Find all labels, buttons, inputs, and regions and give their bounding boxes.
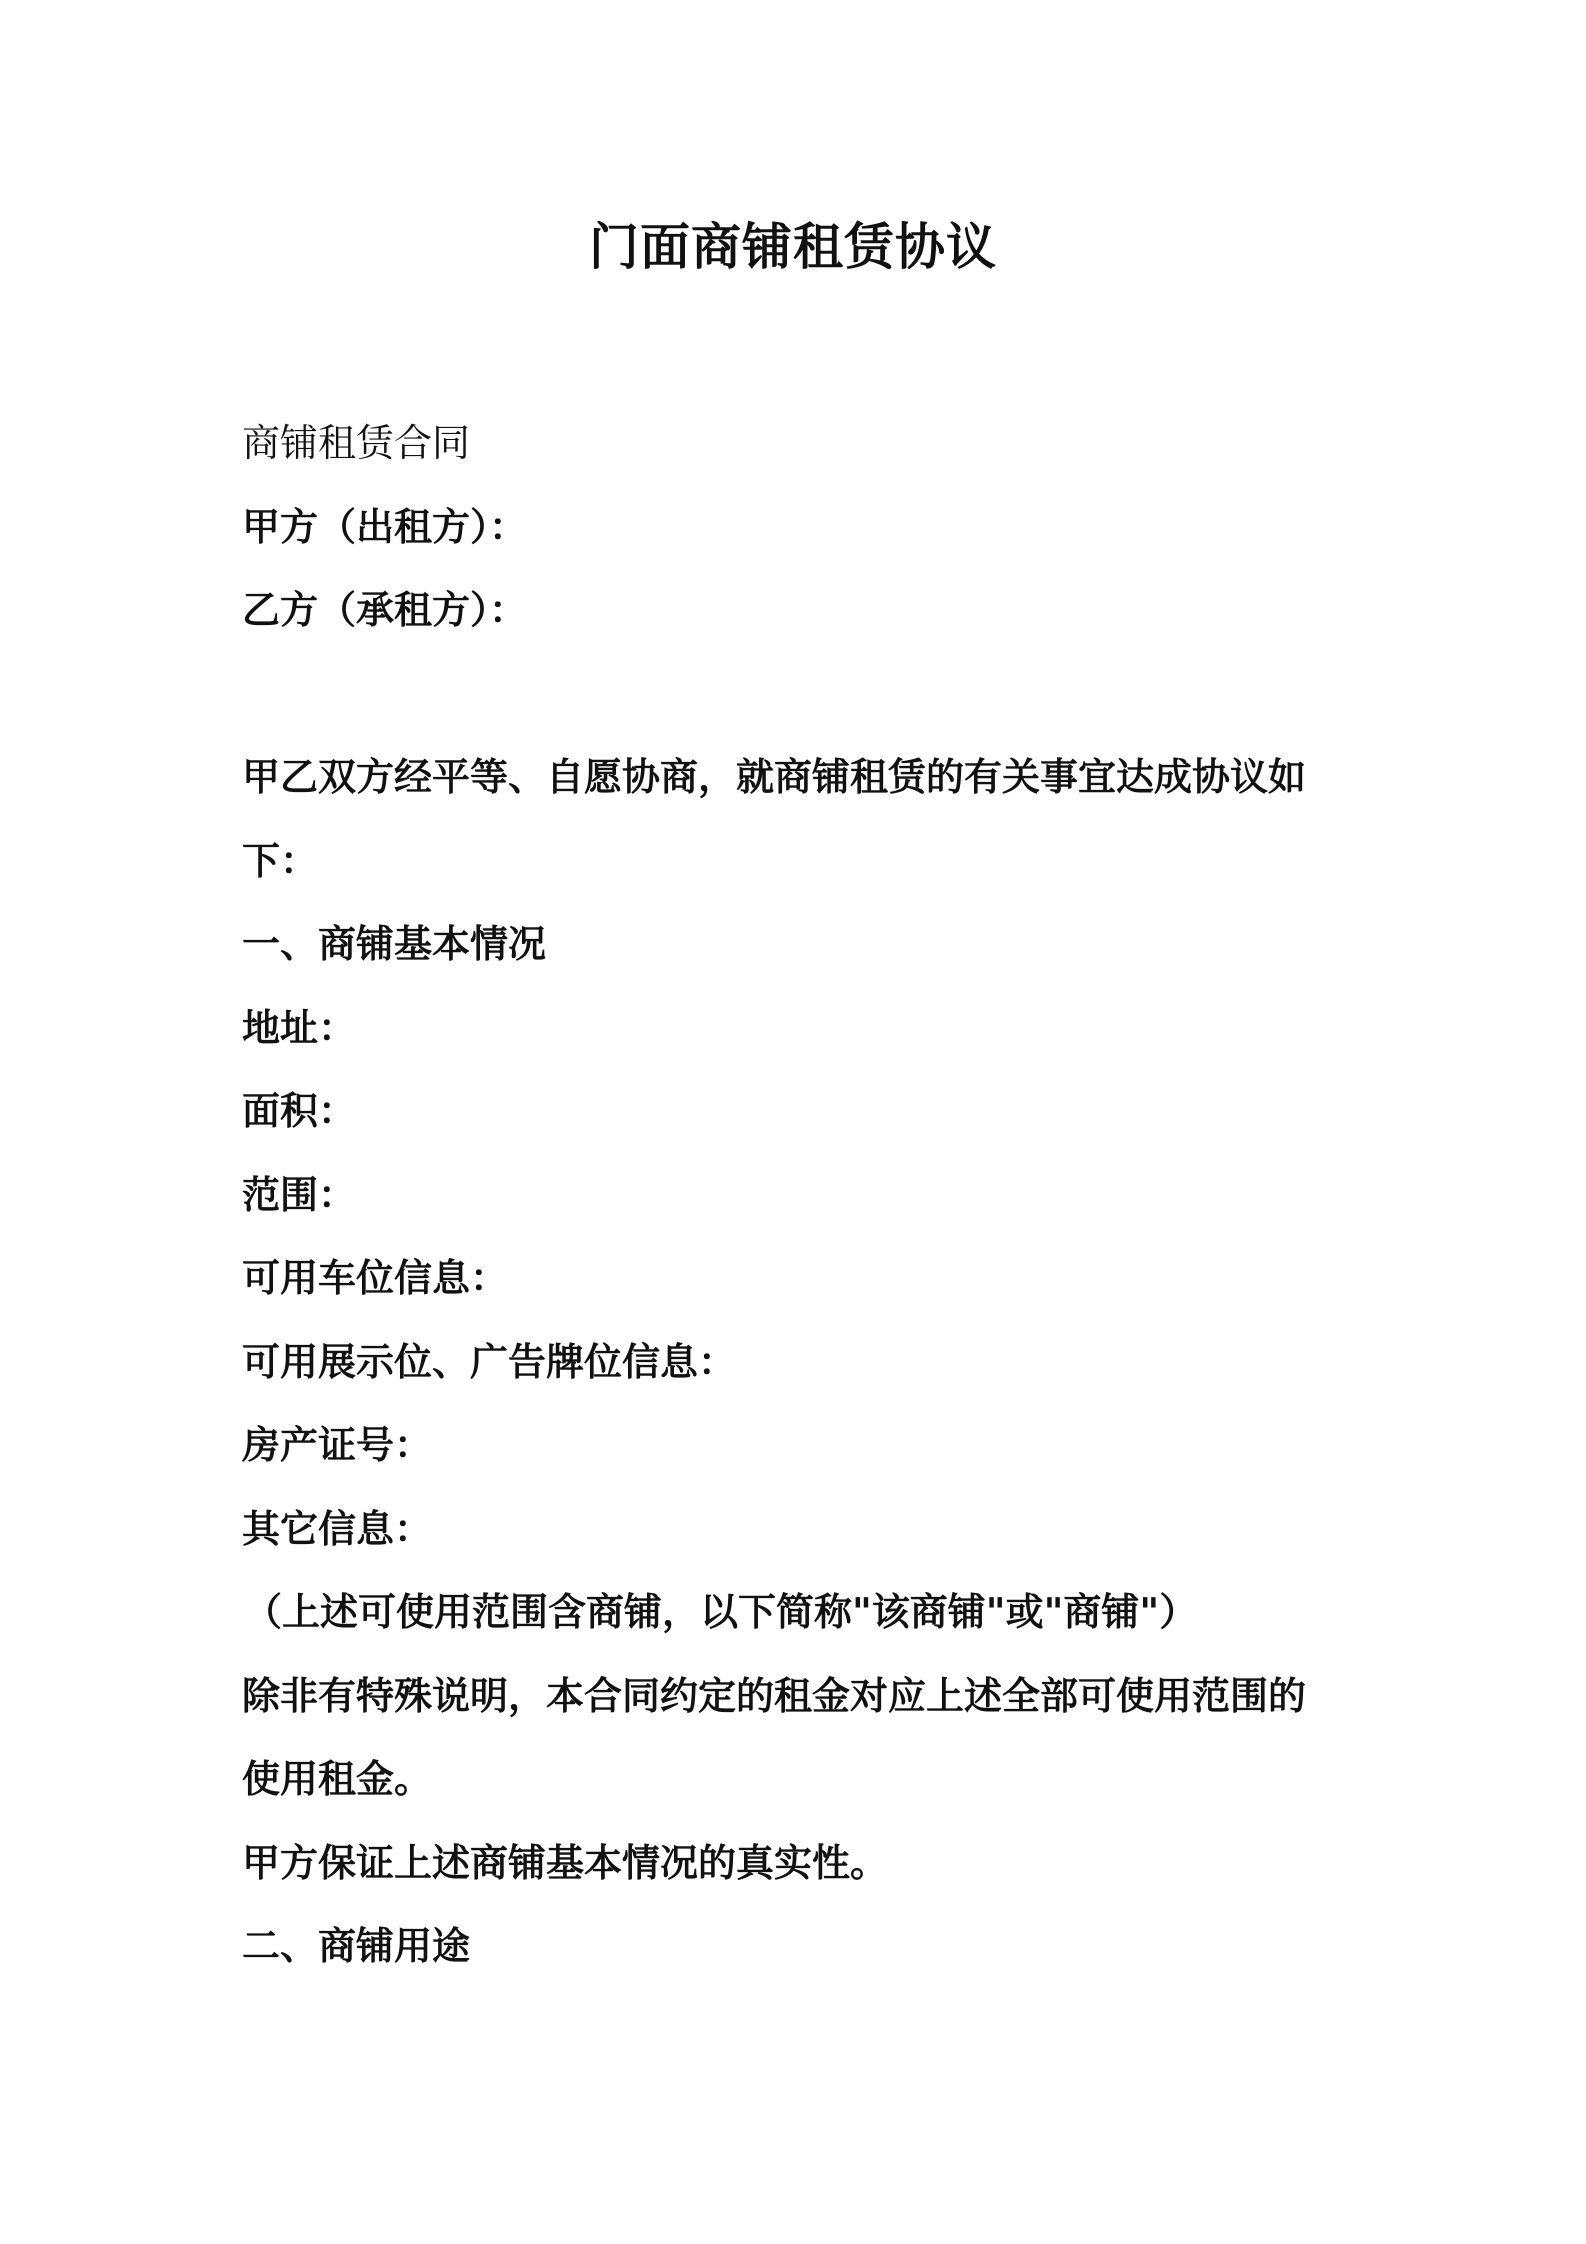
other-info-field: 其它信息： bbox=[242, 1506, 433, 1551]
section-1-heading: 一、商铺基本情况 bbox=[242, 922, 547, 966]
area-field: 面积： bbox=[242, 1089, 357, 1133]
address-field: 地址： bbox=[242, 1005, 357, 1050]
blank-line bbox=[242, 653, 1362, 737]
guarantee-line: 甲方保证上述商铺基本情况的真实性。 bbox=[242, 1840, 889, 1885]
scope-field: 范围： bbox=[242, 1172, 357, 1217]
intro-line-1: 甲乙双方经平等、自愿协商，就商铺租赁的有关事宜达成协议如 bbox=[242, 755, 1307, 799]
intro-line-2: 下： bbox=[242, 838, 319, 883]
scope-note: （上述可使用范围含商铺，以下简称"该商铺"或"商铺"） bbox=[244, 1590, 1198, 1634]
property-cert-field: 房产证号： bbox=[242, 1423, 433, 1467]
display-field: 可用展示位、广告牌位信息： bbox=[242, 1339, 737, 1384]
document-body bbox=[242, 402, 1362, 1989]
rent-clause-line-2: 使用租金。 bbox=[242, 1757, 433, 1801]
parking-field: 可用车位信息： bbox=[242, 1256, 509, 1300]
rent-clause-line-1: 除非有特殊说明，本合同约定的租金对应上述全部可使用范围的 bbox=[242, 1673, 1307, 1718]
party-b-line: 乙方（承租方）： bbox=[242, 588, 528, 632]
party-a-line: 甲方（出租方）： bbox=[242, 504, 528, 549]
document-title: 门面商铺租赁协议 bbox=[589, 218, 997, 276]
section-2-heading: 二、商铺用途 bbox=[242, 1924, 471, 1968]
contract-subtitle: 商铺租赁合同 bbox=[242, 421, 471, 465]
